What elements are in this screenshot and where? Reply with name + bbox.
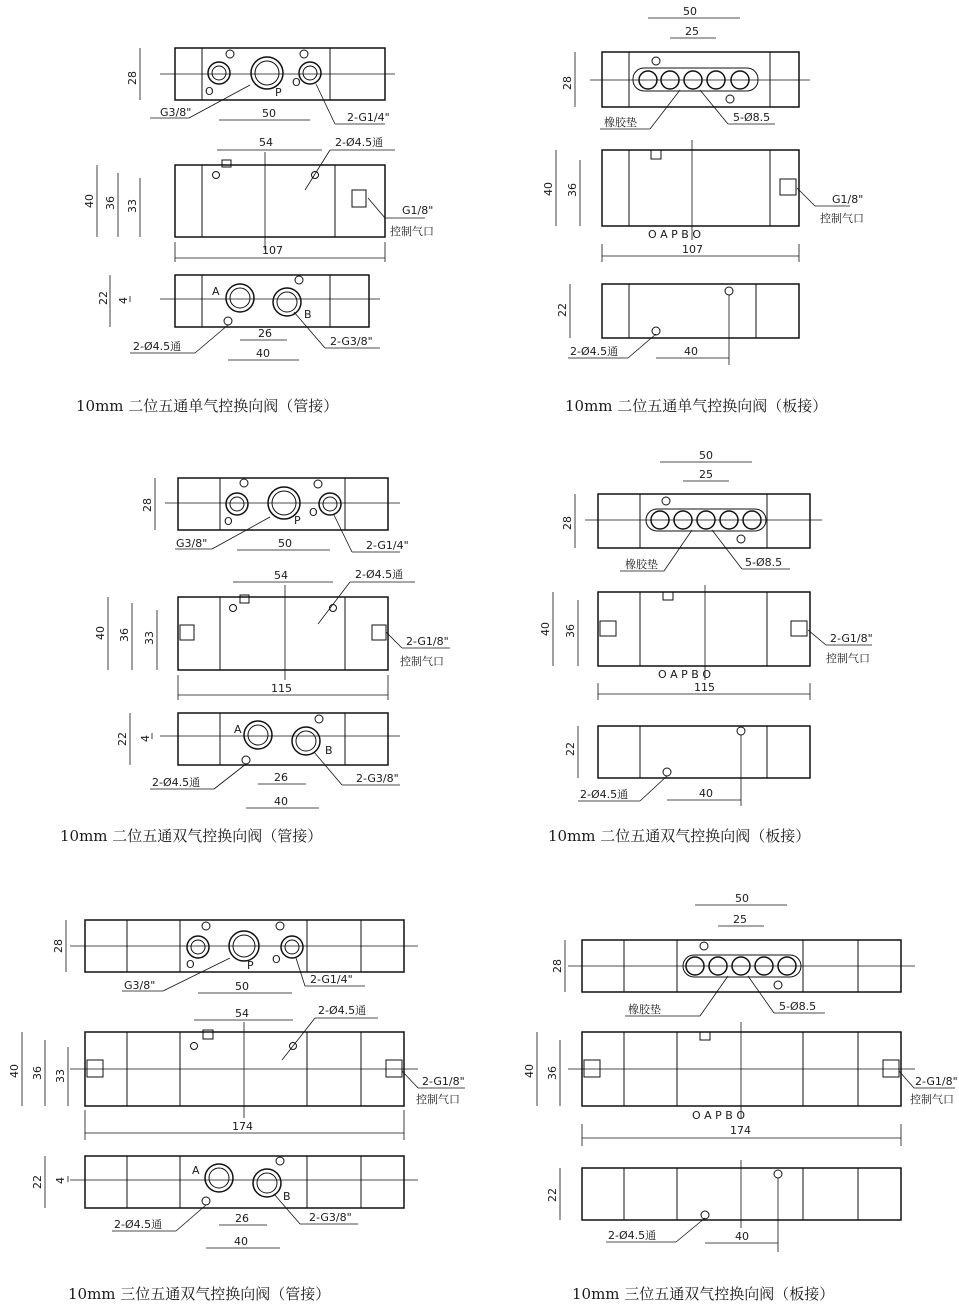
panel-single-pilot-pipe bbox=[76, 48, 434, 415]
svg-text:O: O bbox=[224, 515, 233, 528]
svg-text:O A P B O: O A P B O bbox=[692, 1109, 746, 1122]
svg-text:2-Ø4.5通: 2-Ø4.5通 bbox=[570, 345, 619, 358]
svg-text:50: 50 bbox=[699, 449, 713, 462]
svg-text:控制气口: 控制气口 bbox=[416, 1093, 460, 1106]
svg-text:O: O bbox=[205, 85, 214, 98]
bottom-view bbox=[97, 275, 380, 360]
svg-text:控制气口: 控制气口 bbox=[820, 212, 864, 225]
svg-text:2-Ø4.5通: 2-Ø4.5通 bbox=[114, 1218, 163, 1231]
svg-text:G1/8": G1/8" bbox=[402, 204, 434, 217]
svg-text:控制气口: 控制气口 bbox=[910, 1093, 954, 1106]
svg-text:A: A bbox=[212, 285, 220, 298]
svg-text:橡胶垫: 橡胶垫 bbox=[625, 558, 658, 571]
bottom-view bbox=[564, 726, 810, 806]
svg-text:40: 40 bbox=[699, 787, 713, 800]
svg-text:2-G1/8": 2-G1/8" bbox=[830, 632, 873, 645]
svg-text:4: 4 bbox=[139, 735, 152, 742]
svg-text:P: P bbox=[294, 514, 301, 527]
svg-text:2-G1/8": 2-G1/8" bbox=[915, 1075, 958, 1088]
front-view bbox=[83, 136, 434, 262]
front-view bbox=[539, 585, 873, 700]
svg-text:5-Ø8.5: 5-Ø8.5 bbox=[745, 556, 783, 569]
svg-text:36: 36 bbox=[564, 624, 577, 638]
front-view bbox=[542, 140, 864, 262]
panel-single-pilot-plate bbox=[542, 5, 864, 415]
svg-text:40: 40 bbox=[735, 1230, 749, 1243]
svg-text:4: 4 bbox=[54, 1177, 67, 1184]
svg-text:33: 33 bbox=[54, 1069, 67, 1083]
svg-text:G3/8": G3/8" bbox=[176, 537, 208, 550]
svg-text:40: 40 bbox=[256, 347, 270, 360]
panel-three-position-plate bbox=[523, 892, 958, 1303]
svg-text:50: 50 bbox=[262, 107, 276, 120]
svg-text:5-Ø8.5: 5-Ø8.5 bbox=[733, 111, 771, 124]
svg-text:2-G1/4": 2-G1/4" bbox=[347, 111, 390, 124]
svg-text:40: 40 bbox=[539, 622, 552, 636]
svg-text:25: 25 bbox=[699, 468, 713, 481]
svg-text:2-Ø4.5通: 2-Ø4.5通 bbox=[608, 1229, 657, 1242]
svg-text:B: B bbox=[304, 308, 312, 321]
svg-text:28: 28 bbox=[52, 939, 65, 953]
svg-text:橡胶垫: 橡胶垫 bbox=[604, 116, 637, 129]
svg-text:B: B bbox=[325, 744, 333, 757]
svg-text:控制气口: 控制气口 bbox=[400, 655, 444, 668]
svg-text:2-Ø4.5通: 2-Ø4.5通 bbox=[580, 788, 629, 801]
svg-text:54: 54 bbox=[235, 1007, 249, 1020]
svg-text:控制气口: 控制气口 bbox=[390, 225, 434, 238]
top-view bbox=[52, 920, 418, 993]
svg-text:50: 50 bbox=[735, 892, 749, 905]
svg-text:174: 174 bbox=[232, 1120, 253, 1133]
top-view bbox=[141, 478, 409, 552]
top-view bbox=[561, 5, 810, 129]
top-view bbox=[561, 449, 822, 571]
svg-text:2-G1/8": 2-G1/8" bbox=[422, 1075, 465, 1088]
svg-text:O: O bbox=[292, 76, 301, 89]
svg-text:22: 22 bbox=[116, 732, 129, 746]
svg-text:25: 25 bbox=[733, 913, 747, 926]
svg-text:A: A bbox=[192, 1164, 200, 1177]
svg-text:O: O bbox=[186, 958, 195, 971]
svg-text:2-Ø4.5通: 2-Ø4.5通 bbox=[133, 340, 182, 353]
svg-text:40: 40 bbox=[523, 1064, 536, 1078]
caption: 10mm 二位五通单气控换向阀（管接） bbox=[76, 397, 339, 415]
svg-text:2-G3/8": 2-G3/8" bbox=[330, 335, 373, 348]
svg-text:25: 25 bbox=[685, 25, 699, 38]
svg-text:O: O bbox=[272, 953, 281, 966]
caption: 10mm 三位五通双气控换向阀（管接） bbox=[68, 1285, 331, 1303]
caption: 10mm 三位五通双气控换向阀（板接） bbox=[572, 1285, 835, 1303]
front-view bbox=[8, 1004, 465, 1140]
svg-text:107: 107 bbox=[682, 243, 703, 256]
svg-text:2-Ø4.5通: 2-Ø4.5通 bbox=[318, 1004, 367, 1017]
svg-text:P: P bbox=[275, 86, 282, 99]
svg-text:2-Ø4.5通: 2-Ø4.5通 bbox=[152, 776, 201, 789]
front-view bbox=[523, 1022, 958, 1146]
svg-text:40: 40 bbox=[274, 795, 288, 808]
svg-text:2-G1/8": 2-G1/8" bbox=[406, 635, 449, 648]
svg-text:26: 26 bbox=[235, 1212, 249, 1225]
svg-text:40: 40 bbox=[94, 626, 107, 640]
panel-double-pilot-pipe bbox=[60, 478, 450, 845]
svg-text:B: B bbox=[283, 1190, 291, 1203]
svg-text:115: 115 bbox=[694, 681, 715, 694]
svg-text:54: 54 bbox=[259, 136, 273, 149]
caption: 10mm 二位五通双气控换向阀（管接） bbox=[60, 827, 323, 845]
svg-text:O A P B O: O A P B O bbox=[658, 668, 712, 681]
svg-text:P: P bbox=[247, 959, 254, 972]
svg-text:40: 40 bbox=[83, 194, 96, 208]
svg-text:50: 50 bbox=[235, 980, 249, 993]
svg-text:36: 36 bbox=[31, 1066, 44, 1080]
svg-text:G1/8": G1/8" bbox=[832, 193, 864, 206]
svg-text:115: 115 bbox=[271, 682, 292, 695]
svg-text:28: 28 bbox=[141, 498, 154, 512]
svg-text:A: A bbox=[234, 723, 242, 736]
svg-text:2-Ø4.5通: 2-Ø4.5通 bbox=[355, 568, 404, 581]
svg-text:40: 40 bbox=[234, 1235, 248, 1248]
svg-text:2-G1/4": 2-G1/4" bbox=[366, 539, 409, 552]
svg-text:22: 22 bbox=[31, 1175, 44, 1189]
svg-text:2-G3/8": 2-G3/8" bbox=[356, 772, 399, 785]
svg-text:5-Ø8.5: 5-Ø8.5 bbox=[779, 1000, 817, 1013]
front-view bbox=[94, 568, 450, 700]
svg-text:22: 22 bbox=[546, 1188, 559, 1202]
svg-text:28: 28 bbox=[561, 76, 574, 90]
panel-three-position-pipe bbox=[8, 920, 465, 1303]
bottom-view bbox=[546, 1160, 901, 1252]
svg-text:O A P B O: O A P B O bbox=[648, 228, 702, 241]
top-view bbox=[551, 892, 915, 1016]
caption: 10mm 二位五通单气控换向阀（板接） bbox=[565, 397, 828, 415]
svg-text:2-G1/4": 2-G1/4" bbox=[310, 973, 353, 986]
svg-text:G3/8": G3/8" bbox=[160, 106, 192, 119]
panel-double-pilot-plate bbox=[539, 449, 873, 845]
svg-text:50: 50 bbox=[683, 5, 697, 18]
svg-text:33: 33 bbox=[143, 631, 156, 645]
bottom-view bbox=[116, 713, 400, 808]
svg-text:22: 22 bbox=[97, 291, 110, 305]
svg-text:36: 36 bbox=[546, 1066, 559, 1080]
svg-text:36: 36 bbox=[104, 196, 117, 210]
svg-text:22: 22 bbox=[556, 303, 569, 317]
svg-text:2-Ø4.5通: 2-Ø4.5通 bbox=[335, 136, 384, 149]
svg-text:174: 174 bbox=[730, 1124, 751, 1137]
svg-text:36: 36 bbox=[566, 183, 579, 197]
svg-text:36: 36 bbox=[118, 628, 131, 642]
svg-text:O: O bbox=[309, 506, 318, 519]
svg-text:40: 40 bbox=[684, 345, 698, 358]
svg-text:控制气口: 控制气口 bbox=[826, 652, 870, 665]
svg-text:40: 40 bbox=[8, 1064, 21, 1078]
svg-text:22: 22 bbox=[564, 742, 577, 756]
svg-text:50: 50 bbox=[278, 537, 292, 550]
top-view bbox=[126, 48, 395, 124]
svg-text:28: 28 bbox=[126, 71, 139, 85]
bottom-view bbox=[556, 284, 799, 365]
bottom-view bbox=[31, 1156, 418, 1248]
svg-text:2-G3/8": 2-G3/8" bbox=[309, 1211, 352, 1224]
svg-text:33: 33 bbox=[126, 199, 139, 213]
svg-text:28: 28 bbox=[561, 516, 574, 530]
svg-text:4: 4 bbox=[117, 297, 130, 304]
svg-text:107: 107 bbox=[262, 244, 283, 257]
svg-text:28: 28 bbox=[551, 959, 564, 973]
svg-text:G3/8": G3/8" bbox=[124, 979, 156, 992]
caption: 10mm 二位五通双气控换向阀（板接） bbox=[548, 827, 811, 845]
svg-text:橡胶垫: 橡胶垫 bbox=[628, 1003, 661, 1016]
svg-text:26: 26 bbox=[258, 327, 272, 340]
svg-text:54: 54 bbox=[274, 569, 288, 582]
svg-text:40: 40 bbox=[542, 182, 555, 196]
svg-text:26: 26 bbox=[274, 771, 288, 784]
